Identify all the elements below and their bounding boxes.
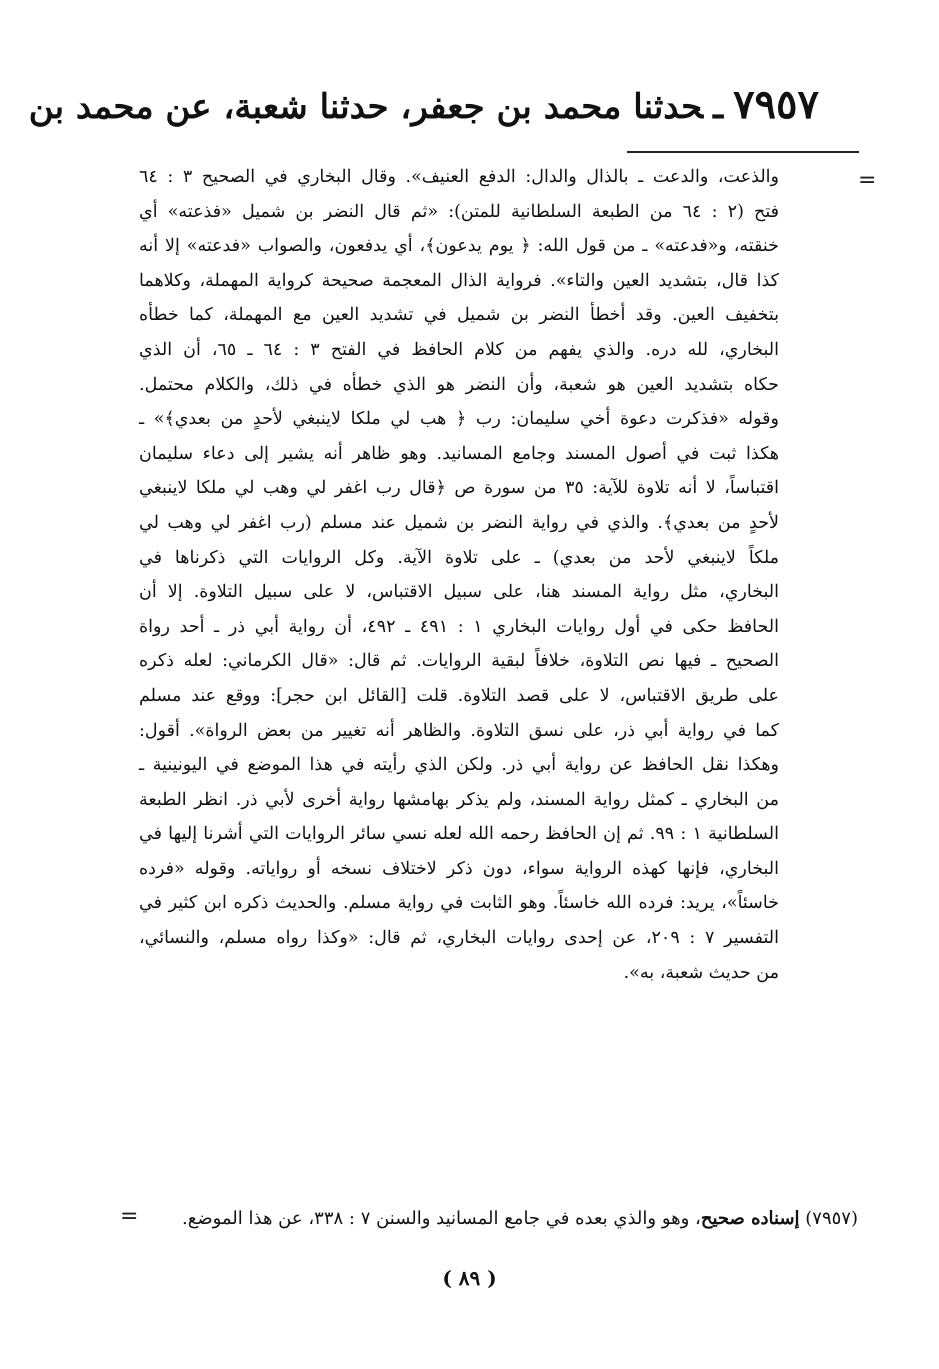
commentary-line: اقتباساً، لا أنه تلاوة للآية: ٣٥ من سورة ص ﴿قال رب اغفر لي وهب لي ملكا لاينبغي — [139, 478, 779, 499]
commentary-line: بتخفيف العين. وقد أخطأ النضر بن شميل في تشديد العين مع المهملة، كما خطأه — [139, 305, 779, 326]
continuation-mark-bottom: = — [120, 1204, 139, 1229]
commentary-line: وهكذا نقل الحافظ عن رواية أبي ذر. ولكن الذي رأيته في هذا الموضع في اليونينية ـ — [139, 755, 779, 776]
footnote-text: ، وهو والذي بعده في جامع المسانيد والسنن ٧ : ٣٣٨، عن هذا الموضع. — [182, 1208, 701, 1229]
commentary-line: التفسير ٧ : ٢٠٩، عن إحدى روايات البخاري، ثم قال: «وكذا رواه مسلم، والنسائي، — [139, 928, 779, 949]
separator-rule — [627, 151, 859, 153]
commentary-line: كذا قال، بتشديد العين والتاء». فرواية الذال المعجمة صحيحة كرواية المهملة، وكلاهما — [139, 270, 779, 291]
commentary-line: كما في رواية أبي ذر، على نسق التلاوة. والظاهر أنه تغيير من بعض الرواة». أقول: — [139, 720, 779, 741]
commentary-line: خاسئاً»، يريد: فرده الله خاسئاً. وهو الثابت في رواية مسلم. والحديث ذكره ابن كثير في — [139, 893, 779, 914]
commentary-line: البخاري، فإنها كهذه الرواية سواء، دون ذكر لاختلاف نسخه أو رواياته. وقوله «فرده — [139, 858, 779, 879]
footnote — [182, 1202, 858, 1236]
commentary-line: البخاري، مثل رواية المسند هنا، على سبيل الاقتباس، لا على سبيل التلاوة. إلا أن — [139, 582, 779, 603]
commentary-line: لأحدٍ من بعدي﴾. والذي في رواية النضر بن شميل عند مسلم (رب اغفر لي وهب لي — [139, 512, 779, 533]
commentary-line: الحافظ حكى في أول روايات البخاري ١ : ٤٩١ ـ ٤٩٢، أن رواية أبي ذر ـ أحد رواة — [139, 616, 779, 637]
commentary-line: والذعت، والدعت ـ بالذال والدال: الدفع العنيف». وقال البخاري في الصحيح ٣ : ٦٤ — [139, 167, 779, 187]
commentary-line: الصحيح ـ فيها نص التلاوة، خلافاً لبقية الروايات. ثم قال: «قال الكرماني: لعله ذكره — [139, 651, 779, 672]
continuation-mark-top: = — [858, 168, 877, 193]
heading-dash: ـ — [713, 87, 724, 127]
footnote-ref: (٧٩٥٧) — [805, 1208, 858, 1229]
hadith-number: ٧٩٥٧ — [733, 81, 819, 128]
page-number: ( ٨٩ ) — [442, 1266, 497, 1290]
commentary-line: هكذا ثبت في أصول المسند وجامع المسانيد. وهو ظاهر أنه يشير إلى دعاء سليمان — [139, 443, 779, 464]
hadith-heading — [28, 81, 819, 130]
footnote-grade: إسناده صحيح — [700, 1208, 800, 1229]
commentary-line: خنقته، و«فدعته» ـ من قول الله: ﴿ يوم يدعون﴾، أي يدفعون، والصواب «فدعته» إلا أنه — [139, 236, 779, 257]
commentary-block — [139, 160, 779, 990]
commentary-line: البخاري، لله دره. والذي يفهم من كلام الحافظ في الفتح ٣ : ٦٤ ـ ٦٥، أن الذي — [139, 339, 779, 360]
commentary-line: حكاه بتشديد العين هو شعبة، وأن النضر هو الذي خطأه في ذلك، والكلام محتمل. — [139, 374, 779, 395]
commentary-line: وقوله «فذكرت دعوة أخي سليمان: رب ﴿ هب لي ملكا لاينبغي لأحدٍ من بعدي﴾» ـ — [139, 409, 779, 430]
hadith-text: حدثنا محمد بن جعفر، حدثنا شعبة، عن محمد بن — [28, 87, 704, 127]
commentary-line: من حديث شعبة، به». — [623, 962, 779, 983]
commentary-line: السلطانية ١ : ٩٩. ثم إن الحافظ رحمه الله لعله نسي سائر الروايات التي أشرنا إليها في — [139, 824, 779, 845]
commentary-line: ملكاً لاينبغي لأحد من بعدي) ـ على تلاوة الآية. وكل الروايات التي ذكرناها في — [139, 547, 779, 568]
commentary-line: على طريق الاقتباس، لا على قصد التلاوة. قلت [القائل ابن حجر]: ووقع عند مسلم — [139, 685, 779, 706]
commentary-line: من البخاري ـ كمثل رواية المسند، ولم يذكر بهامشها رواية أخرى لأبي ذر. انظر الطبعة — [139, 789, 779, 810]
commentary-line: فتح (٢ : ٦٤ من الطبعة السلطانية للمتن): «ثم قال النضر بن شميل «فذعته» أي — [139, 201, 779, 222]
